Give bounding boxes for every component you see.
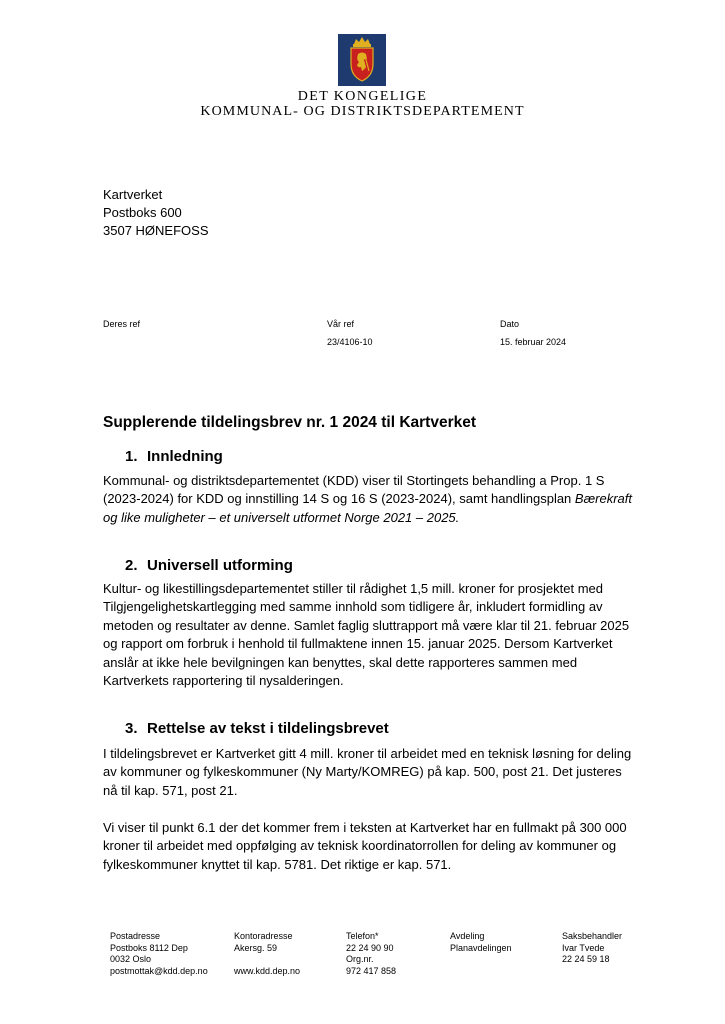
footer-office-column: [234, 931, 300, 977]
footer-website: www.kdd.dep.no: [234, 965, 301, 976]
text-line: av kommuner og fylkeskommuner (Ny Marty/KOMREG) på kap. 500, post 21. Det justeres: [103, 764, 622, 780]
footer-label: Telefon*: [346, 931, 379, 941]
recipient-name: Kartverket: [103, 187, 163, 202]
footer-postal-column: [110, 931, 208, 977]
text-line: nå til kap. 571, post 21.: [103, 782, 238, 798]
text-line: fylkeskommuner knyttet til kap. 5781. Det riktige er kap. 571.: [103, 856, 452, 872]
text-line: Kommunal- og distriktsdepartementet (KDD) viser til Stortingets behandling a Prop. 1 S: [103, 473, 605, 488]
section-heading-3: [125, 720, 389, 737]
var-ref-value: 23/4106-10: [327, 337, 373, 347]
footer-value: Planavdelingen: [450, 942, 512, 953]
section-1-paragraph: [103, 472, 663, 527]
dato-label: Dato: [500, 319, 520, 329]
footer-value: Ivar Tvede: [562, 942, 605, 953]
section-3-paragraph-1: [103, 745, 663, 800]
footer-label: Postadresse: [110, 931, 161, 941]
coat-of-arms-icon: [338, 34, 386, 86]
footer-label: Kontoradresse: [234, 931, 293, 941]
section-number: 2.: [125, 557, 138, 574]
footer-caseworker-column: [562, 931, 622, 966]
letterhead-line-2: KOMMUNAL- OG DISTRIKTSDEPARTEMENT: [200, 104, 525, 119]
text-line: Kartverkets rapportering til nysalderingen.: [103, 673, 344, 689]
text-line: kroner til arbeidet med oppfølging av teknisk koordinatorrollen for deling av kommuner og: [103, 838, 617, 854]
footer-spacer: [234, 954, 300, 966]
footer-department-column: [450, 931, 512, 954]
footer-value: 22 24 90 90: [346, 942, 394, 953]
section-title: Universell utforming: [147, 557, 293, 574]
recipient-city: 3507 HØNEFOSS: [103, 223, 209, 238]
text-line: [103, 509, 663, 527]
var-ref-label: Vår ref: [327, 319, 355, 329]
text-line: og rapport om forbruk i henhold til fullmaktene innen 15. januar 2025. Dersom Kartverket: [103, 636, 613, 652]
recipient-box: Postboks 600: [103, 205, 182, 220]
footer-phone-column: [346, 931, 396, 977]
footer-email: postmottak@kdd.dep.no: [110, 965, 208, 976]
section-title: Rettelse av tekst i tildelingsbrevet: [147, 720, 389, 737]
dato-value: 15. februar 2024: [500, 337, 567, 347]
section-title: Innledning: [147, 448, 223, 465]
document-title: Supplerende tildelingsbrev nr. 1 2024 til Kartverket: [103, 414, 476, 431]
footer-value: Akersg. 59: [234, 942, 278, 953]
section-3-paragraph-2: [103, 819, 663, 874]
italic-text: og like muligheter – et universelt utformet Norge 2021 – 2025.: [103, 509, 460, 525]
footer-value: Postboks 8112 Dep: [110, 942, 188, 953]
footer-label: Org.nr.: [346, 954, 374, 964]
text-line: metoden og resultater av denne. Samlet faglig sluttrapport må være klar til 21. februar 2025: [103, 617, 630, 633]
section-heading-2: [125, 557, 293, 574]
section-number: 1.: [125, 448, 138, 465]
footer-value: 972 417 858: [346, 965, 397, 976]
section-2-paragraph: [103, 580, 663, 690]
section-number: 3.: [125, 720, 138, 737]
letterhead-line-1: DET KONGELIGE: [297, 89, 428, 104]
section-heading-1: [125, 448, 223, 465]
footer-label: Avdeling: [450, 931, 485, 941]
text-line: anslår at ikke hele bevilgningen kan benyttes, skal dette rapporteres sammen med: [103, 654, 578, 670]
text-line: Kultur- og likestillingsdepartementet stiller til rådighet 1,5 mill. kroner for prosjektet med: [103, 581, 603, 596]
text-line: Tilgjengelighetskartlegging med samme innhold som tidligere år, inkludert formidling av: [103, 599, 603, 615]
text-line: I tildelingsbrevet er Kartverket gitt 4 mill. kroner til arbeidet med en teknisk løsning for deling: [103, 746, 632, 761]
italic-text: Bærekraft: [574, 491, 632, 507]
footer-label: Saksbehandler: [562, 931, 623, 941]
text-run: (2023-2024) for KDD og innstilling 14 S og 16 S (2023-2024), samt handlingsplan: [103, 491, 575, 507]
text-line: Vi viser til punkt 6.1 der det kommer frem i teksten at Kartverket har en fullmakt på 300 000: [103, 820, 627, 835]
footer-value: 0032 Oslo: [110, 954, 152, 964]
text-line: [103, 490, 663, 508]
deres-ref-label: Deres ref: [103, 319, 141, 329]
footer-value: 22 24 59 18: [562, 954, 610, 964]
